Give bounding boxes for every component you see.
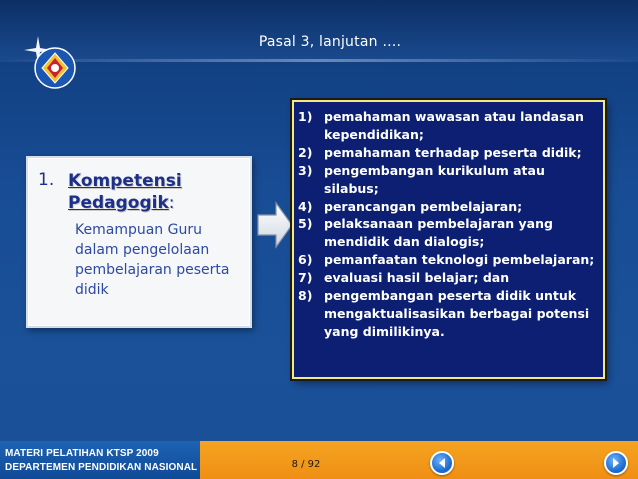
list-item: 2) pemahaman terhadap peserta didik; bbox=[298, 144, 582, 160]
slide-title: Pasal 3, lanjutan …. bbox=[258, 34, 402, 50]
page-indicator: 8 / 92 bbox=[291, 459, 321, 470]
title-band bbox=[0, 0, 638, 62]
competence-list-box bbox=[292, 100, 605, 379]
competence-description: Kemampuan Guru dalam pengelolaan pembelajaran peserta didik bbox=[75, 222, 230, 298]
footer-line-2: DEPARTEMEN PENDIDIKAN NASIONAL bbox=[5, 462, 198, 473]
heading-line1: Kompetensi bbox=[68, 171, 182, 191]
ministry-logo-icon bbox=[34, 47, 76, 89]
list-item: 7) evaluasi hasil belajar; dan bbox=[298, 270, 510, 286]
heading-line2: Pedagogik bbox=[68, 193, 169, 213]
list-item: 6) pemanfaatan teknologi pembelajaran; bbox=[298, 252, 595, 268]
list-item: 3) pengembangan kurikulum atau silabus; bbox=[298, 162, 545, 196]
pedagogic-competence-box bbox=[26, 156, 252, 328]
competence-heading bbox=[68, 170, 243, 214]
right-arrow-icon bbox=[256, 200, 294, 250]
arrow-right-icon bbox=[609, 456, 623, 470]
footer-label-panel bbox=[0, 441, 200, 479]
list-item: 1) pemahaman wawasan atau landasan kependidikan; bbox=[298, 109, 584, 142]
list-item: 5) pelaksanaan pembelajaran yang mendidik dan dialogis; bbox=[298, 216, 553, 250]
item-number: 1. bbox=[38, 170, 55, 190]
next-slide-button[interactable] bbox=[604, 451, 628, 475]
footer-line-1: MATERI PELATIHAN KTSP 2009 bbox=[5, 448, 159, 459]
competence-list bbox=[298, 108, 600, 341]
list-item: 8) pengembangan peserta didik untuk mengaktualisasikan berbagai potensi yang dimilikinya. bbox=[298, 288, 590, 339]
previous-slide-button[interactable] bbox=[430, 451, 454, 475]
arrow-left-icon bbox=[435, 456, 449, 470]
list-item: 4) perancangan pembelajaran; bbox=[298, 198, 523, 214]
heading-colon: : bbox=[168, 193, 175, 213]
